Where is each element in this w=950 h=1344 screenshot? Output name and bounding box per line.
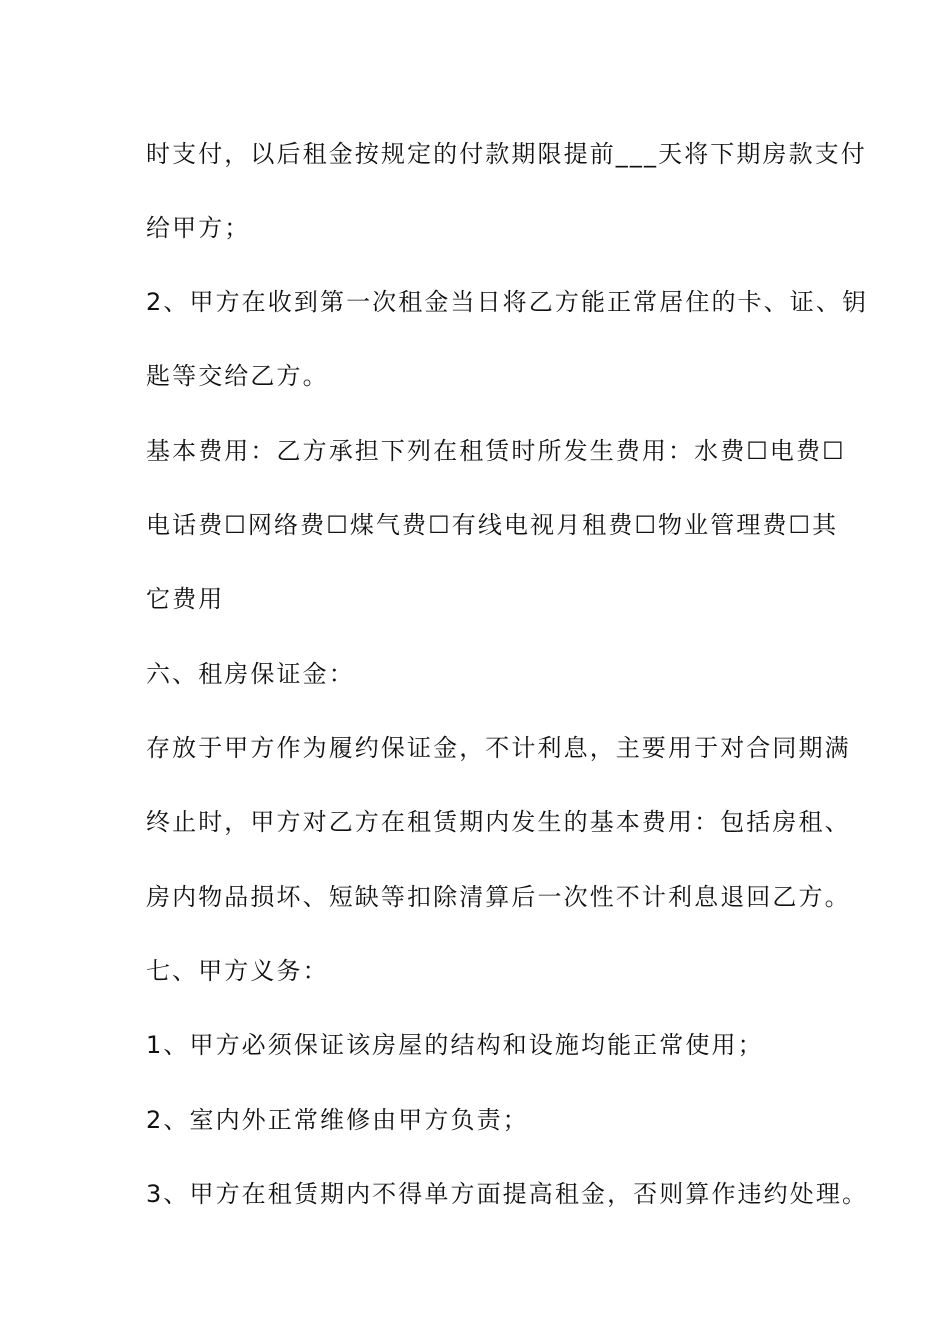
text-line-clause-2-keys: 2、甲方在收到第一次租金当日将乙方能正常居住的卡、证、钥: [146, 288, 869, 316]
text-line-duty-3: 3、甲方在租赁期内不得单方面提高租金，否则算作违约处理。: [146, 1180, 869, 1208]
text-line-basic-fees: 基本费用：乙方承担下列在租赁时所发生费用：水费☐电费☐: [146, 437, 846, 465]
text-line-keys-handover: 匙等交给乙方。: [146, 362, 329, 390]
text-line-rent-payment-terms: 时支付，以后租金按规定的付款期限提前___天将下期房款支付: [146, 140, 867, 168]
text-line-deposit-termination: 终止时，甲方对乙方在租赁期内发生的基本费用：包括房租、: [146, 808, 851, 836]
text-line-duty-1: 1、甲方必须保证该房屋的结构和设施均能正常使用；: [146, 1031, 764, 1059]
section-heading-deposit: 六、租房保证金：: [146, 660, 355, 688]
text-line-deposit-refund: 房内物品损坏、短缺等扣除清算后一次性不计利息退回乙方。: [146, 883, 851, 911]
text-line-duty-2: 2、室内外正常维修由甲方负责；: [146, 1106, 529, 1134]
text-line-deposit-purpose: 存放于甲方作为履约保证金，不计利息，主要用于对合同期满: [146, 734, 851, 762]
text-line-to-party-a: 给甲方；: [146, 214, 251, 242]
text-line-other-fees: 它费用: [146, 585, 225, 613]
section-heading-party-a-duties: 七、甲方义务：: [146, 957, 329, 985]
text-line-fee-items: 电话费☐网络费☐煤气费☐有线电视月租费☐物业管理费☐其: [146, 511, 839, 539]
